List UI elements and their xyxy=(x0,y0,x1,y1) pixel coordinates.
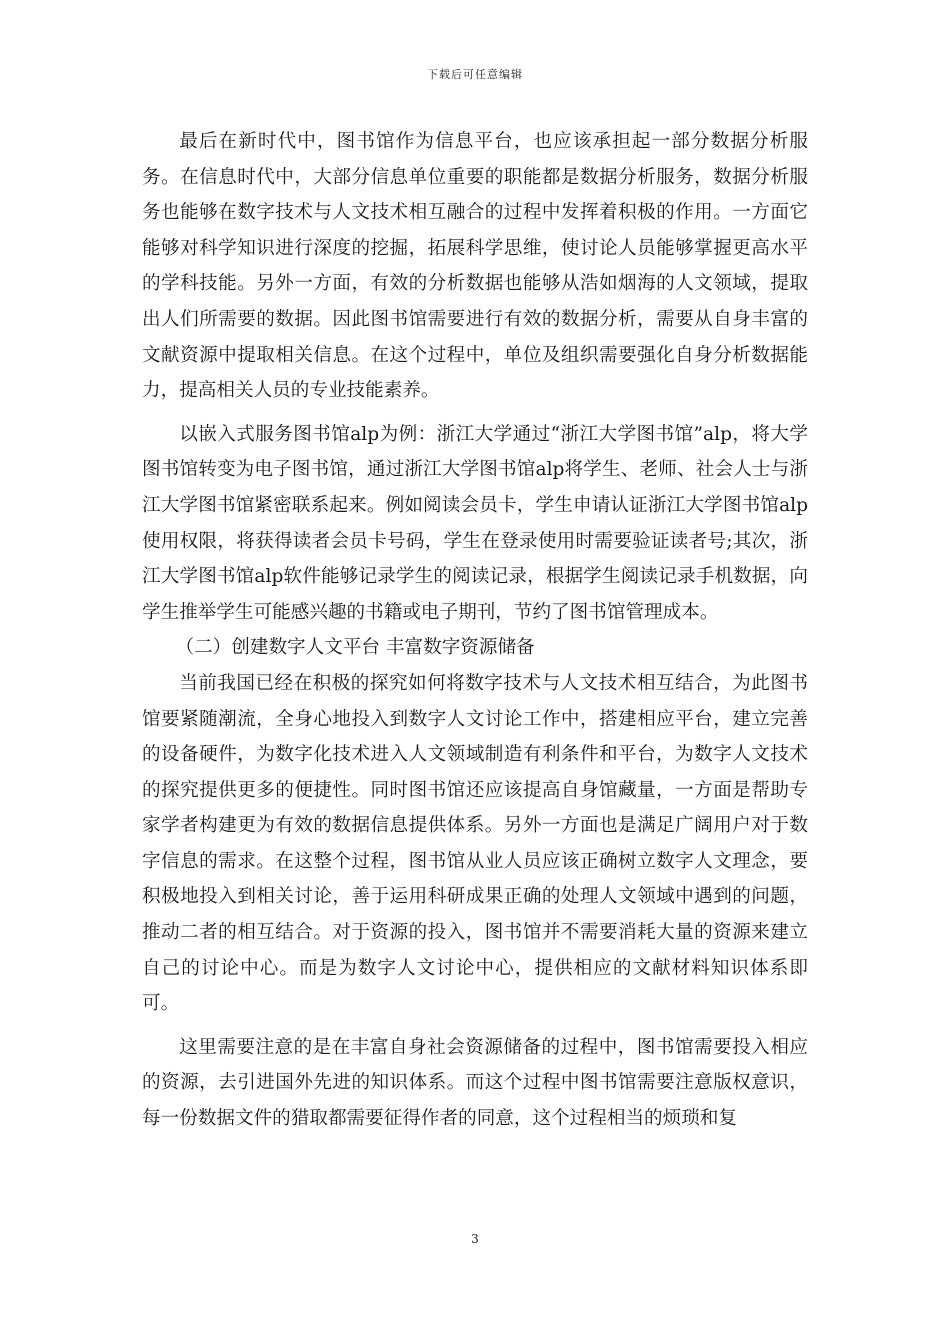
page-header: 下载后可任意编辑 xyxy=(427,68,523,81)
section-heading: （二）创建数字人文平台 丰富数字资源储备 xyxy=(175,637,535,659)
paragraph-digital-humanities-platform: 当前我国已经在积极的探究如何将数字技术与人文技术相互结合，为此图书馆要紧随潮流，全身心地投入到数字人文讨论工作中，搭建相应平台，建立完善的设备硬件，为数字化技术进入人文领域制造有利条件和平台，为数字人文技术的探究提供更多的便捷性。同时图书馆还应该提高自身馆藏量，一方面是帮助专家学者构建更为有效的数据信息提供体系。另外一方面也是满足广阔用户对于数字信息的需求。在这整个过程，图书馆从业人员应该正确树立数字人文理念，要积极地投入到相关讨论，善于运用科研成果正确的处理人文领域中遇到的问题，推动二者的相互结合。对于资源的投入，图书馆并不需要消耗大量的资源来建立自己的讨论中心。而是为数字人文讨论中心，提供相应的文献材料知识体系即可。 xyxy=(142,672,808,1015)
paragraph-data-analysis: 最后在新时代中，图书馆作为信息平台，也应该承担起一部分数据分析服务。在信息时代中，大部分信息单位重要的职能都是数据分析服务，数据分析服务也能够在数字技术与人文技术相互融合的过程中发挥着积极的作用。一方面它能够对科学知识进行深度的挖掘，拓展科学思维，使讨论人员能够掌握更高水平的学科技能。另外一方面，有效的分析数据也能够从浩如烟海的人文领域，提取出人们所需要的数据。因此图书馆需要进行有效的数据分析，需要从自身丰富的文献资源中提取相关信息。在这个过程中，单位及组织需要强化自身分析数据能力，提高相关人员的专业技能素养。 xyxy=(142,131,808,402)
paragraph-example-zju-library: 以嵌入式服务图书馆alp为例：浙江大学通过“浙江大学图书馆”alp，将大学图书馆转变为电子图书馆，通过浙江大学图书馆alp将学生、老师、社会人士与浙江大学图书馆紧密联系起来。例如阅读会员卡，学生申请认证浙江大学图书馆alp使用权限，将获得读者会员卡号码，学生在登录使用时需要验证读者号;其次，浙江大学图书馆alp软件能够记录学生的阅读记录，根据学生阅读记录手机数据，向学生推举学生可能感兴趣的书籍或电子期刊，节约了图书馆管理成本。 xyxy=(142,423,808,623)
paragraph-resource-copyright: 这里需要注意的是在丰富自身社会资源储备的过程中，图书馆需要投入相应的资源，去引进国外先进的知识体系。而这个过程中图书馆需要注意版权意识，每一份数据文件的猎取都需要征得作者的同意，这个过程相当的烦琐和复 xyxy=(142,1036,808,1130)
page-number: 3 xyxy=(471,1232,479,1246)
document-body xyxy=(142,124,808,1137)
